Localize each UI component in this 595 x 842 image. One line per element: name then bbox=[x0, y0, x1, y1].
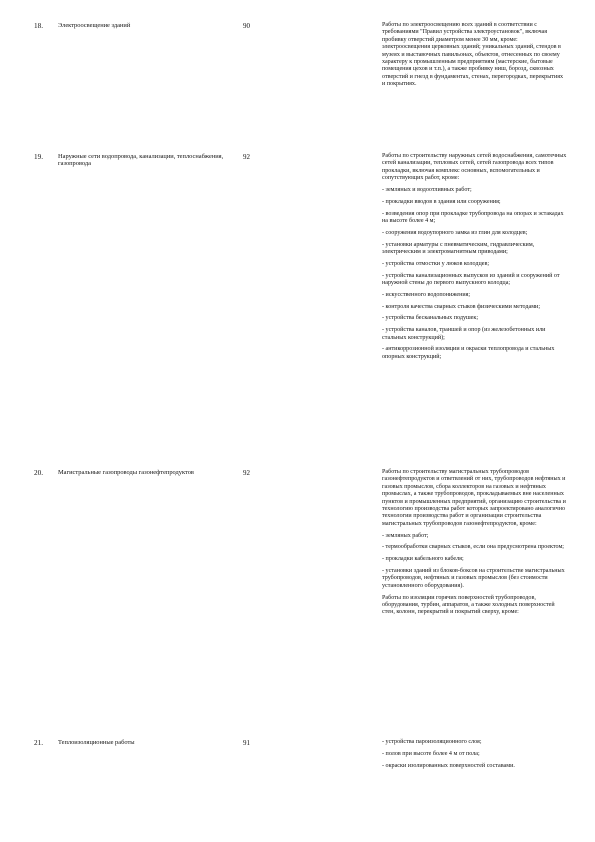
work-type: Теплоизоляционные работы bbox=[58, 739, 135, 746]
description-paragraph: - земляных работ; bbox=[382, 532, 429, 539]
description-paragraph: - устройства бесканальных подушек; bbox=[382, 315, 479, 322]
description-paragraph: Работы по электроосвещению всех зданий в соответствии с требованиями "Правил устройства электроустановок", включая пробивку отверстий диаметром менее 30 мм, кроме: электроосвещения церковных зданий; уникальных зданий, стендов в музеях и выставочных павильонах, объектов, отнесенных по своему характеру к промышленным предприятиям (мастерские, бытовые помещения цехов и т.п.), а также пробивку ниш, борозд, сквозных отверстий и гнезд в фундаментах, стенах, перегородках, перекрытиях и покрытиях. bbox=[382, 22, 564, 88]
description-paragraph: - полов при высоте более 4 м от пола; bbox=[382, 750, 480, 757]
row-number: 20. bbox=[34, 469, 43, 477]
description-paragraph: - возведения опор при прокладке трубопровода на опорах и эстакадах на высоте более 4 м; bbox=[382, 210, 564, 225]
percent-value: 92 bbox=[243, 153, 250, 161]
description-paragraph: - установки арматуры с пневматическим, гидравлическим, электрическим и электромагнитным приводами; bbox=[382, 241, 535, 256]
description-paragraph: - устройства отмостки у люков колодцев; bbox=[382, 260, 490, 267]
description-paragraph: Работы по изоляции горячих поверхностей трубопроводов, оборудования, турбин, аппаратов, а также холодных поверхностей стен, колонн, перекрытий и покрытий сверху, кроме: bbox=[382, 594, 555, 616]
percent-value: 91 bbox=[243, 739, 250, 747]
description-paragraph: - антикоррозионной изоляции и окраски теплопровода и стальных опорных конструкций; bbox=[382, 346, 555, 360]
work-description bbox=[382, 469, 567, 617]
description-paragraph: - земляных и водоотливных работ; bbox=[382, 187, 472, 194]
description-paragraph: - установки зданий из блоков-боксов на строительстве магистральных трубопроводов, нефтяных и газовых промыслов (без стоимости установленного оборудования). bbox=[382, 568, 565, 589]
percent-value: 90 bbox=[243, 22, 250, 30]
description-paragraph: - прокладки вводов в здания или сооружения; bbox=[382, 198, 501, 205]
description-paragraph: - сооружения водоупорного замка из глин для колодцев; bbox=[382, 229, 528, 236]
work-type: Электроосвещение зданий bbox=[58, 22, 131, 29]
description-paragraph: - искусственного водопонижения; bbox=[382, 291, 471, 298]
work-description bbox=[382, 22, 567, 89]
work-description bbox=[382, 153, 567, 361]
work-type: Наружные сети водопровода, канализации, теплоснабжения, газопровода bbox=[58, 153, 224, 168]
description-paragraph: - термообработки сварных стыков, если она предусмотрена проектом; bbox=[382, 544, 564, 551]
row-number: 19. bbox=[34, 153, 43, 161]
description-paragraph: - устройства канализационных выпусков из зданий и сооружений от наружной стены до первого выпускного колодца; bbox=[382, 272, 560, 287]
description-paragraph: Работы по строительству наружных сетей водоснабжения, самотечных сетей канализации, тепловых сетей, сетей газопровода всех типов прокладки, включая комплекс основных, вспомогательных и сопутствующих работ, кроме: bbox=[382, 153, 567, 182]
description-paragraph: - устройства пароизоляционного слоя; bbox=[382, 739, 482, 745]
description-paragraph: - окраски изолированных поверхностей составами. bbox=[382, 762, 515, 769]
work-type: Магистральные газопроводы газонефтепродуктов bbox=[58, 469, 194, 476]
description-paragraph: - прокладки кабельного кабеля; bbox=[382, 556, 464, 563]
row-number: 18. bbox=[34, 22, 43, 30]
description-paragraph: Работы по строительству магистральных трубопроводов газонефтепродуктов и ответвлений от них, трубопроводов нефтяных и газовых промыслов, сбора коллекторов на газовых и нефтяных промыслах, а также трубопроводов, прокладываемых вне населенных пунктов и промышленных предприятий, организацию строительства и технологию производства работ которых запроектировано аналогично технологии производства работ и организации строительства магистральных трубопроводов газонефтепродуктов, кроме: bbox=[382, 469, 566, 527]
row-number: 21. bbox=[34, 739, 43, 747]
percent-value: 92 bbox=[243, 469, 250, 477]
work-description bbox=[382, 739, 567, 770]
description-paragraph: - устройства каналов, траншей и опор (из железобетонных или стальных конструкций); bbox=[382, 327, 546, 341]
description-paragraph: - контроля качества сварных стыков физическими методами; bbox=[382, 303, 541, 310]
